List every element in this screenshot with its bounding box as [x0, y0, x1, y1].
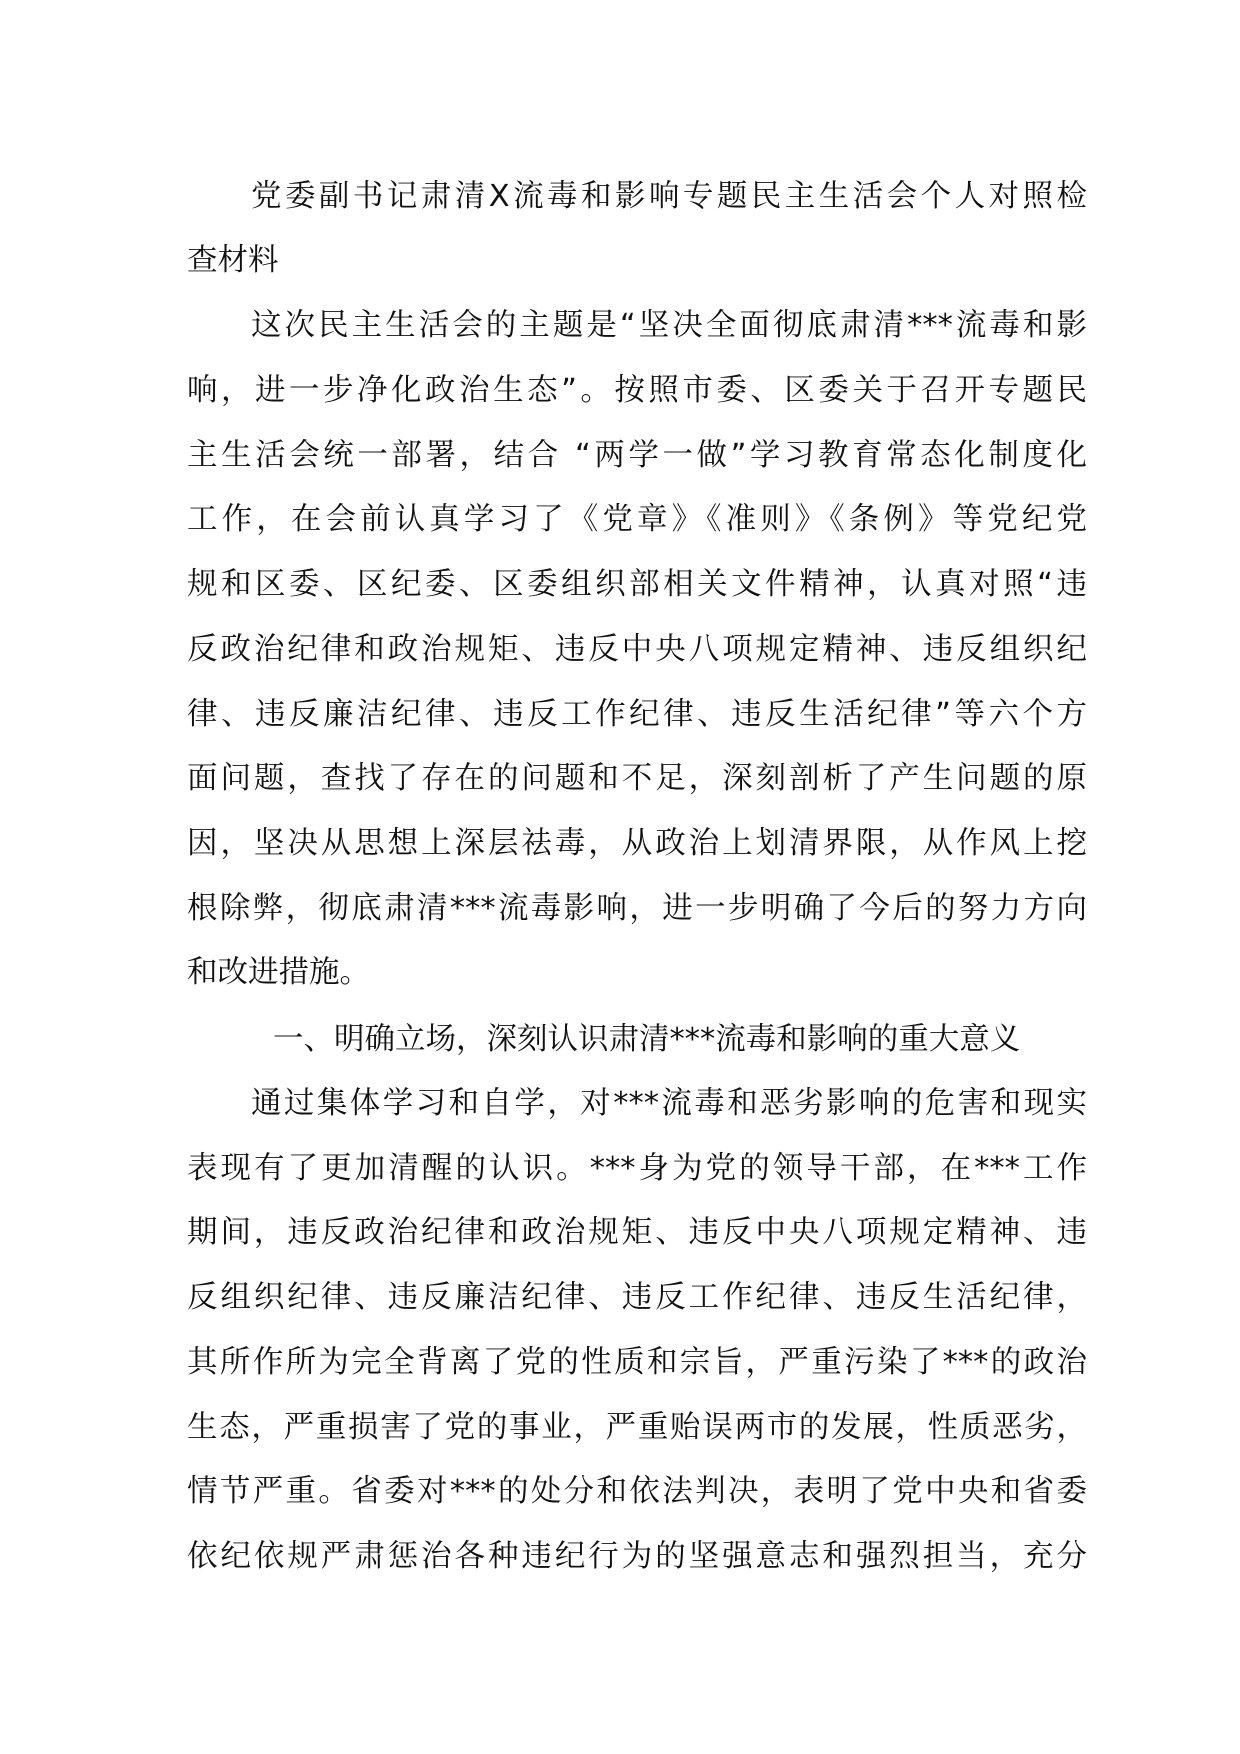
document-title-line-2: 查材料: [187, 243, 279, 278]
intro-paragraph-line: 响，进一步净化政治生态”。按照市委、区委关于召开专题民: [187, 373, 1087, 408]
section-1-paragraph-line: 生态，严重损害了党的事业，严重贻误两市的发展，性质恶劣，: [187, 1410, 1087, 1445]
intro-paragraph-line: 主生活会统一部署，结合 “两学一做”学习教育常态化制度化: [187, 438, 1087, 473]
section-1-paragraph-line: 反组织纪律、违反廉洁纪律、违反工作纪律、违反生活纪律，: [187, 1280, 1087, 1315]
section-1-heading: 一、明确立场，深刻认识肃清***流毒和影响的重大意义: [273, 1022, 1021, 1057]
intro-paragraph-line: 规和区委、区纪委、区委组织部相关文件精神，认真对照“违: [187, 567, 1087, 602]
section-1-paragraph-line: 表现有了更加清醒的认识。***身为党的领导干部，在***工作: [187, 1151, 1087, 1186]
intro-paragraph-line: 面问题，查找了存在的问题和不足，深刻剖析了产生问题的原: [187, 761, 1087, 796]
intro-paragraph-line: 因，坚决从思想上深层祛毒，从政治上划清界限，从作风上挖: [187, 826, 1087, 861]
intro-paragraph-line: 这次民主生活会的主题是“坚决全面彻底肃清***流毒和影: [251, 308, 1087, 343]
intro-paragraph-line: 和改进措施。: [187, 955, 370, 990]
section-1-paragraph-line: 依纪依规严肃惩治各种违纪行为的坚强意志和强烈担当，充分: [187, 1539, 1087, 1574]
document-title-line-1: 党委副书记肃清X流毒和影响专题民主生活会个人对照检: [251, 179, 1087, 214]
section-1-paragraph-line: 其所作所为完全背离了党的性质和宗旨，严重污染了***的政治: [187, 1345, 1087, 1380]
section-1-paragraph-line: 情节严重。省委对***的处分和依法判决，表明了党中央和省委: [187, 1474, 1087, 1509]
section-1-paragraph-line: 通过集体学习和自学，对***流毒和恶劣影响的危害和现实: [251, 1086, 1087, 1121]
intro-paragraph-line: 律、违反廉洁纪律、违反工作纪律、违反生活纪律”等六个方: [187, 697, 1087, 732]
intro-paragraph-line: 工作，在会前认真学习了《党章》《准则》《条例》等党纪党: [187, 502, 1087, 537]
intro-paragraph-line: 根除弊，彻底肃清***流毒影响，进一步明确了今后的努力方向: [187, 891, 1087, 926]
section-1-paragraph-line: 期间，违反政治纪律和政治规矩、违反中央八项规定精神、违: [187, 1215, 1087, 1250]
intro-paragraph-line: 反政治纪律和政治规矩、违反中央八项规定精神、违反组织纪: [187, 632, 1087, 667]
